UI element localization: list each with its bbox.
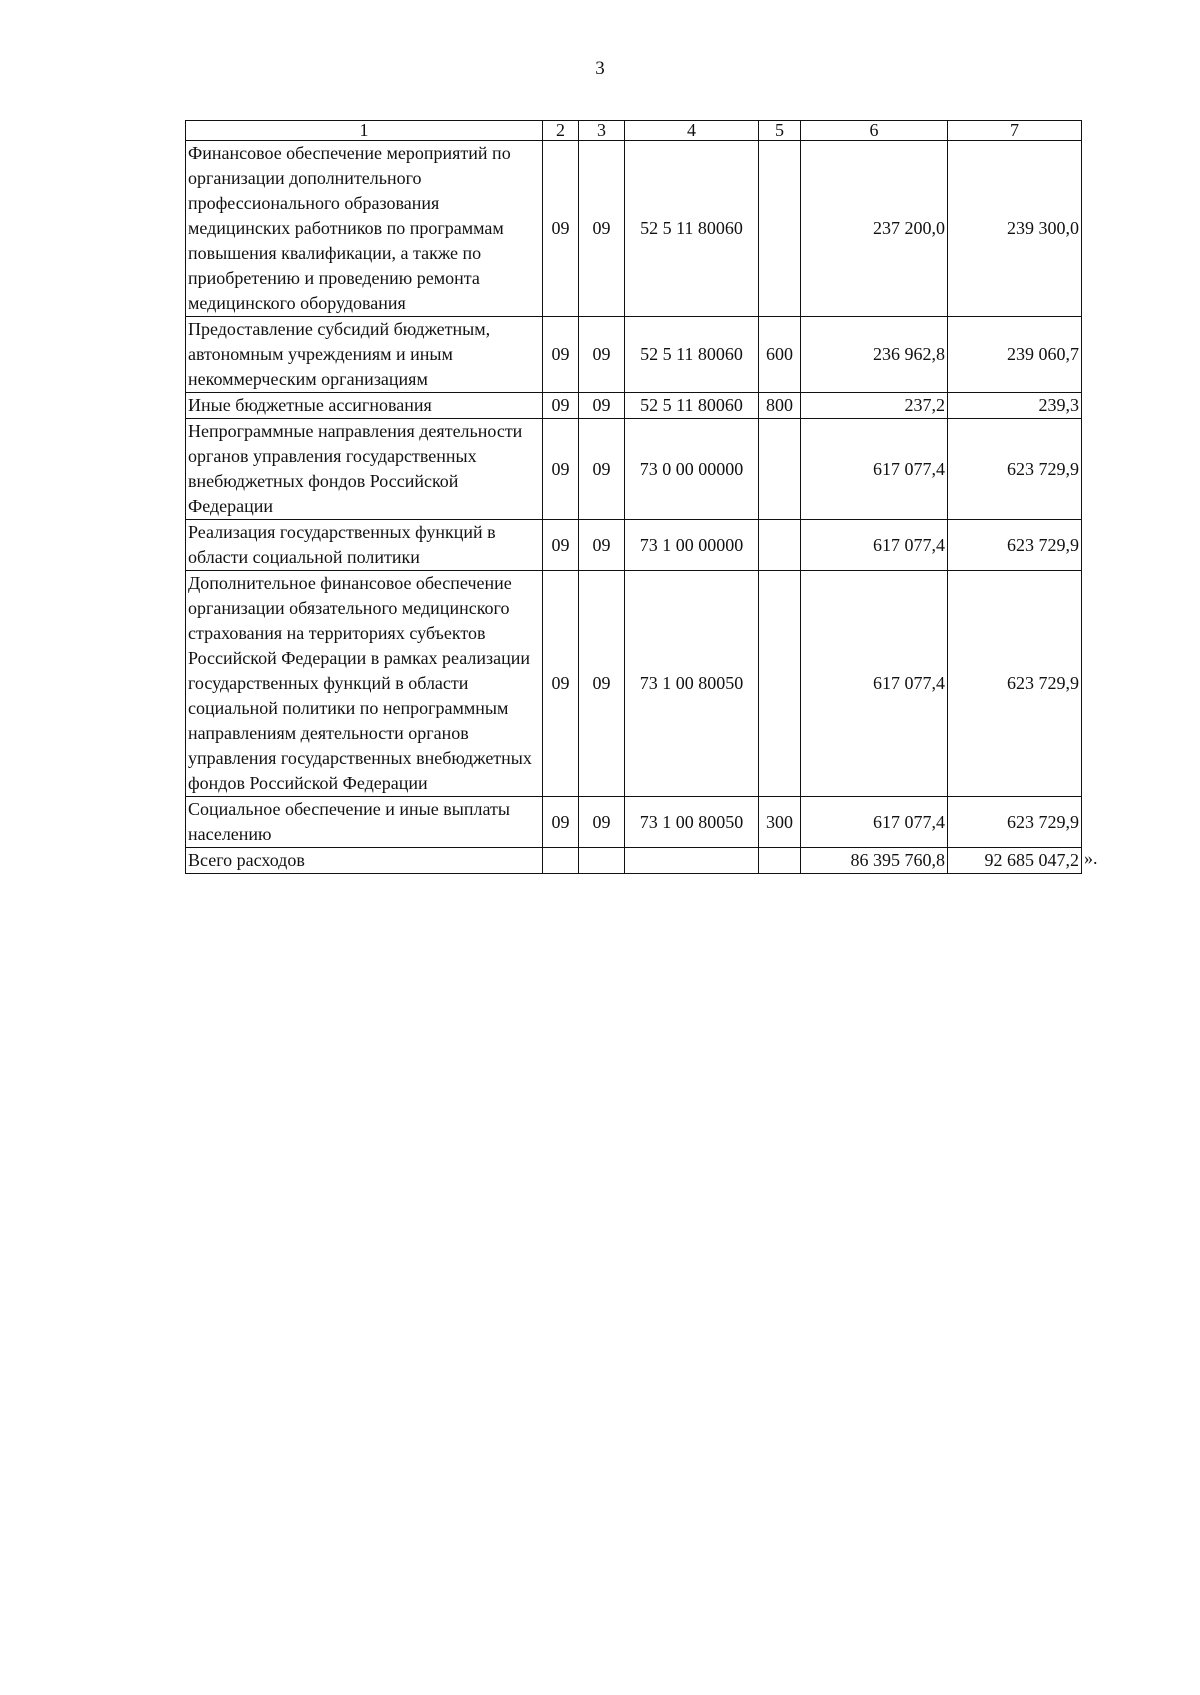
table-row bbox=[186, 797, 1082, 848]
row-amount-year2: 239 300,0 bbox=[948, 141, 1082, 317]
header-col-7: 7 bbox=[948, 121, 1082, 141]
row-amount-year1: 617 077,4 bbox=[801, 419, 948, 520]
row-target-code: 73 1 00 80050 bbox=[625, 571, 759, 797]
row-amount-year2: 239 060,7 bbox=[948, 317, 1082, 393]
row-target-code: 73 1 00 80050 bbox=[625, 797, 759, 848]
row-target-code: 73 1 00 00000 bbox=[625, 520, 759, 571]
header-col-6: 6 bbox=[801, 121, 948, 141]
row-subsection: 09 bbox=[579, 571, 625, 797]
header-col-4: 4 bbox=[625, 121, 759, 141]
row-subsection: 09 bbox=[579, 393, 625, 419]
row-subsection: 09 bbox=[579, 797, 625, 848]
row-amount-year1: 617 077,4 bbox=[801, 797, 948, 848]
row-name: Непрограммные направления деятельности органов управления государственных внебюджетных фондов Российской Федерации bbox=[186, 419, 543, 520]
row-name: Социальное обеспечение и иные выплаты населению bbox=[186, 797, 543, 848]
row-expense-type: 300 bbox=[759, 797, 801, 848]
row-section: 09 bbox=[543, 419, 579, 520]
total-amount-year1: 86 395 760,8 bbox=[801, 848, 948, 874]
row-amount-year2: 239,3 bbox=[948, 393, 1082, 419]
table-row bbox=[186, 520, 1082, 571]
row-amount-year2: 623 729,9 bbox=[948, 797, 1082, 848]
closing-quote-mark: ». bbox=[1084, 848, 1098, 868]
row-section: 09 bbox=[543, 317, 579, 393]
row-subsection bbox=[579, 848, 625, 874]
row-name: Дополнительное финансовое обеспечение организации обязательного медицинского страхования на территориях субъектов Российской Федерации в рамках реализации государственных функций в области социальной политики по непрограммным направлениям деятельности органов управления государственных внебюджетных фондов Российской Федерации bbox=[186, 571, 543, 797]
row-section: 09 bbox=[543, 571, 579, 797]
row-target-code bbox=[625, 848, 759, 874]
header-col-3: 3 bbox=[579, 121, 625, 141]
total-amount-year2: 92 685 047,2 bbox=[948, 848, 1082, 874]
row-amount-year2: 623 729,9 bbox=[948, 520, 1082, 571]
row-target-code: 52 5 11 80060 bbox=[625, 317, 759, 393]
row-section: 09 bbox=[543, 141, 579, 317]
row-target-code: 73 0 00 00000 bbox=[625, 419, 759, 520]
row-expense-type bbox=[759, 571, 801, 797]
row-section bbox=[543, 848, 579, 874]
row-section: 09 bbox=[543, 797, 579, 848]
row-amount-year2: 623 729,9 bbox=[948, 419, 1082, 520]
row-name: Реализация государственных функций в области социальной политики bbox=[186, 520, 543, 571]
budget-table bbox=[185, 120, 1082, 874]
row-expense-type bbox=[759, 848, 801, 874]
table-row bbox=[186, 419, 1082, 520]
row-subsection: 09 bbox=[579, 419, 625, 520]
row-name: Предоставление субсидий бюджетным, автономным учреждениям и иным некоммерческим организациям bbox=[186, 317, 543, 393]
page-number: 3 bbox=[595, 58, 605, 79]
table-row bbox=[186, 571, 1082, 797]
row-expense-type bbox=[759, 419, 801, 520]
row-expense-type: 800 bbox=[759, 393, 801, 419]
row-expense-type bbox=[759, 141, 801, 317]
row-target-code: 52 5 11 80060 bbox=[625, 393, 759, 419]
row-amount-year1: 617 077,4 bbox=[801, 520, 948, 571]
header-col-1: 1 bbox=[186, 121, 543, 141]
row-amount-year1: 237 200,0 bbox=[801, 141, 948, 317]
total-row bbox=[186, 848, 1082, 874]
row-name: Иные бюджетные ассигнования bbox=[186, 393, 543, 419]
row-amount-year2: 623 729,9 bbox=[948, 571, 1082, 797]
row-expense-type bbox=[759, 520, 801, 571]
table-row bbox=[186, 141, 1082, 317]
row-expense-type: 600 bbox=[759, 317, 801, 393]
table-row bbox=[186, 393, 1082, 419]
row-amount-year1: 617 077,4 bbox=[801, 571, 948, 797]
row-section: 09 bbox=[543, 520, 579, 571]
row-name: Финансовое обеспечение мероприятий по организации дополнительного профессионального образования медицинских работников по программам повышения квалификации, а также по приобретению и проведению ремонта медицинского оборудования bbox=[186, 141, 543, 317]
row-subsection: 09 bbox=[579, 317, 625, 393]
header-row bbox=[186, 121, 1082, 141]
row-subsection: 09 bbox=[579, 141, 625, 317]
row-section: 09 bbox=[543, 393, 579, 419]
table-row bbox=[186, 317, 1082, 393]
total-label: Всего расходов bbox=[186, 848, 543, 874]
header-col-2: 2 bbox=[543, 121, 579, 141]
budget-table-container bbox=[185, 120, 1082, 874]
row-amount-year1: 237,2 bbox=[801, 393, 948, 419]
row-subsection: 09 bbox=[579, 520, 625, 571]
header-col-5: 5 bbox=[759, 121, 801, 141]
row-target-code: 52 5 11 80060 bbox=[625, 141, 759, 317]
row-amount-year1: 236 962,8 bbox=[801, 317, 948, 393]
